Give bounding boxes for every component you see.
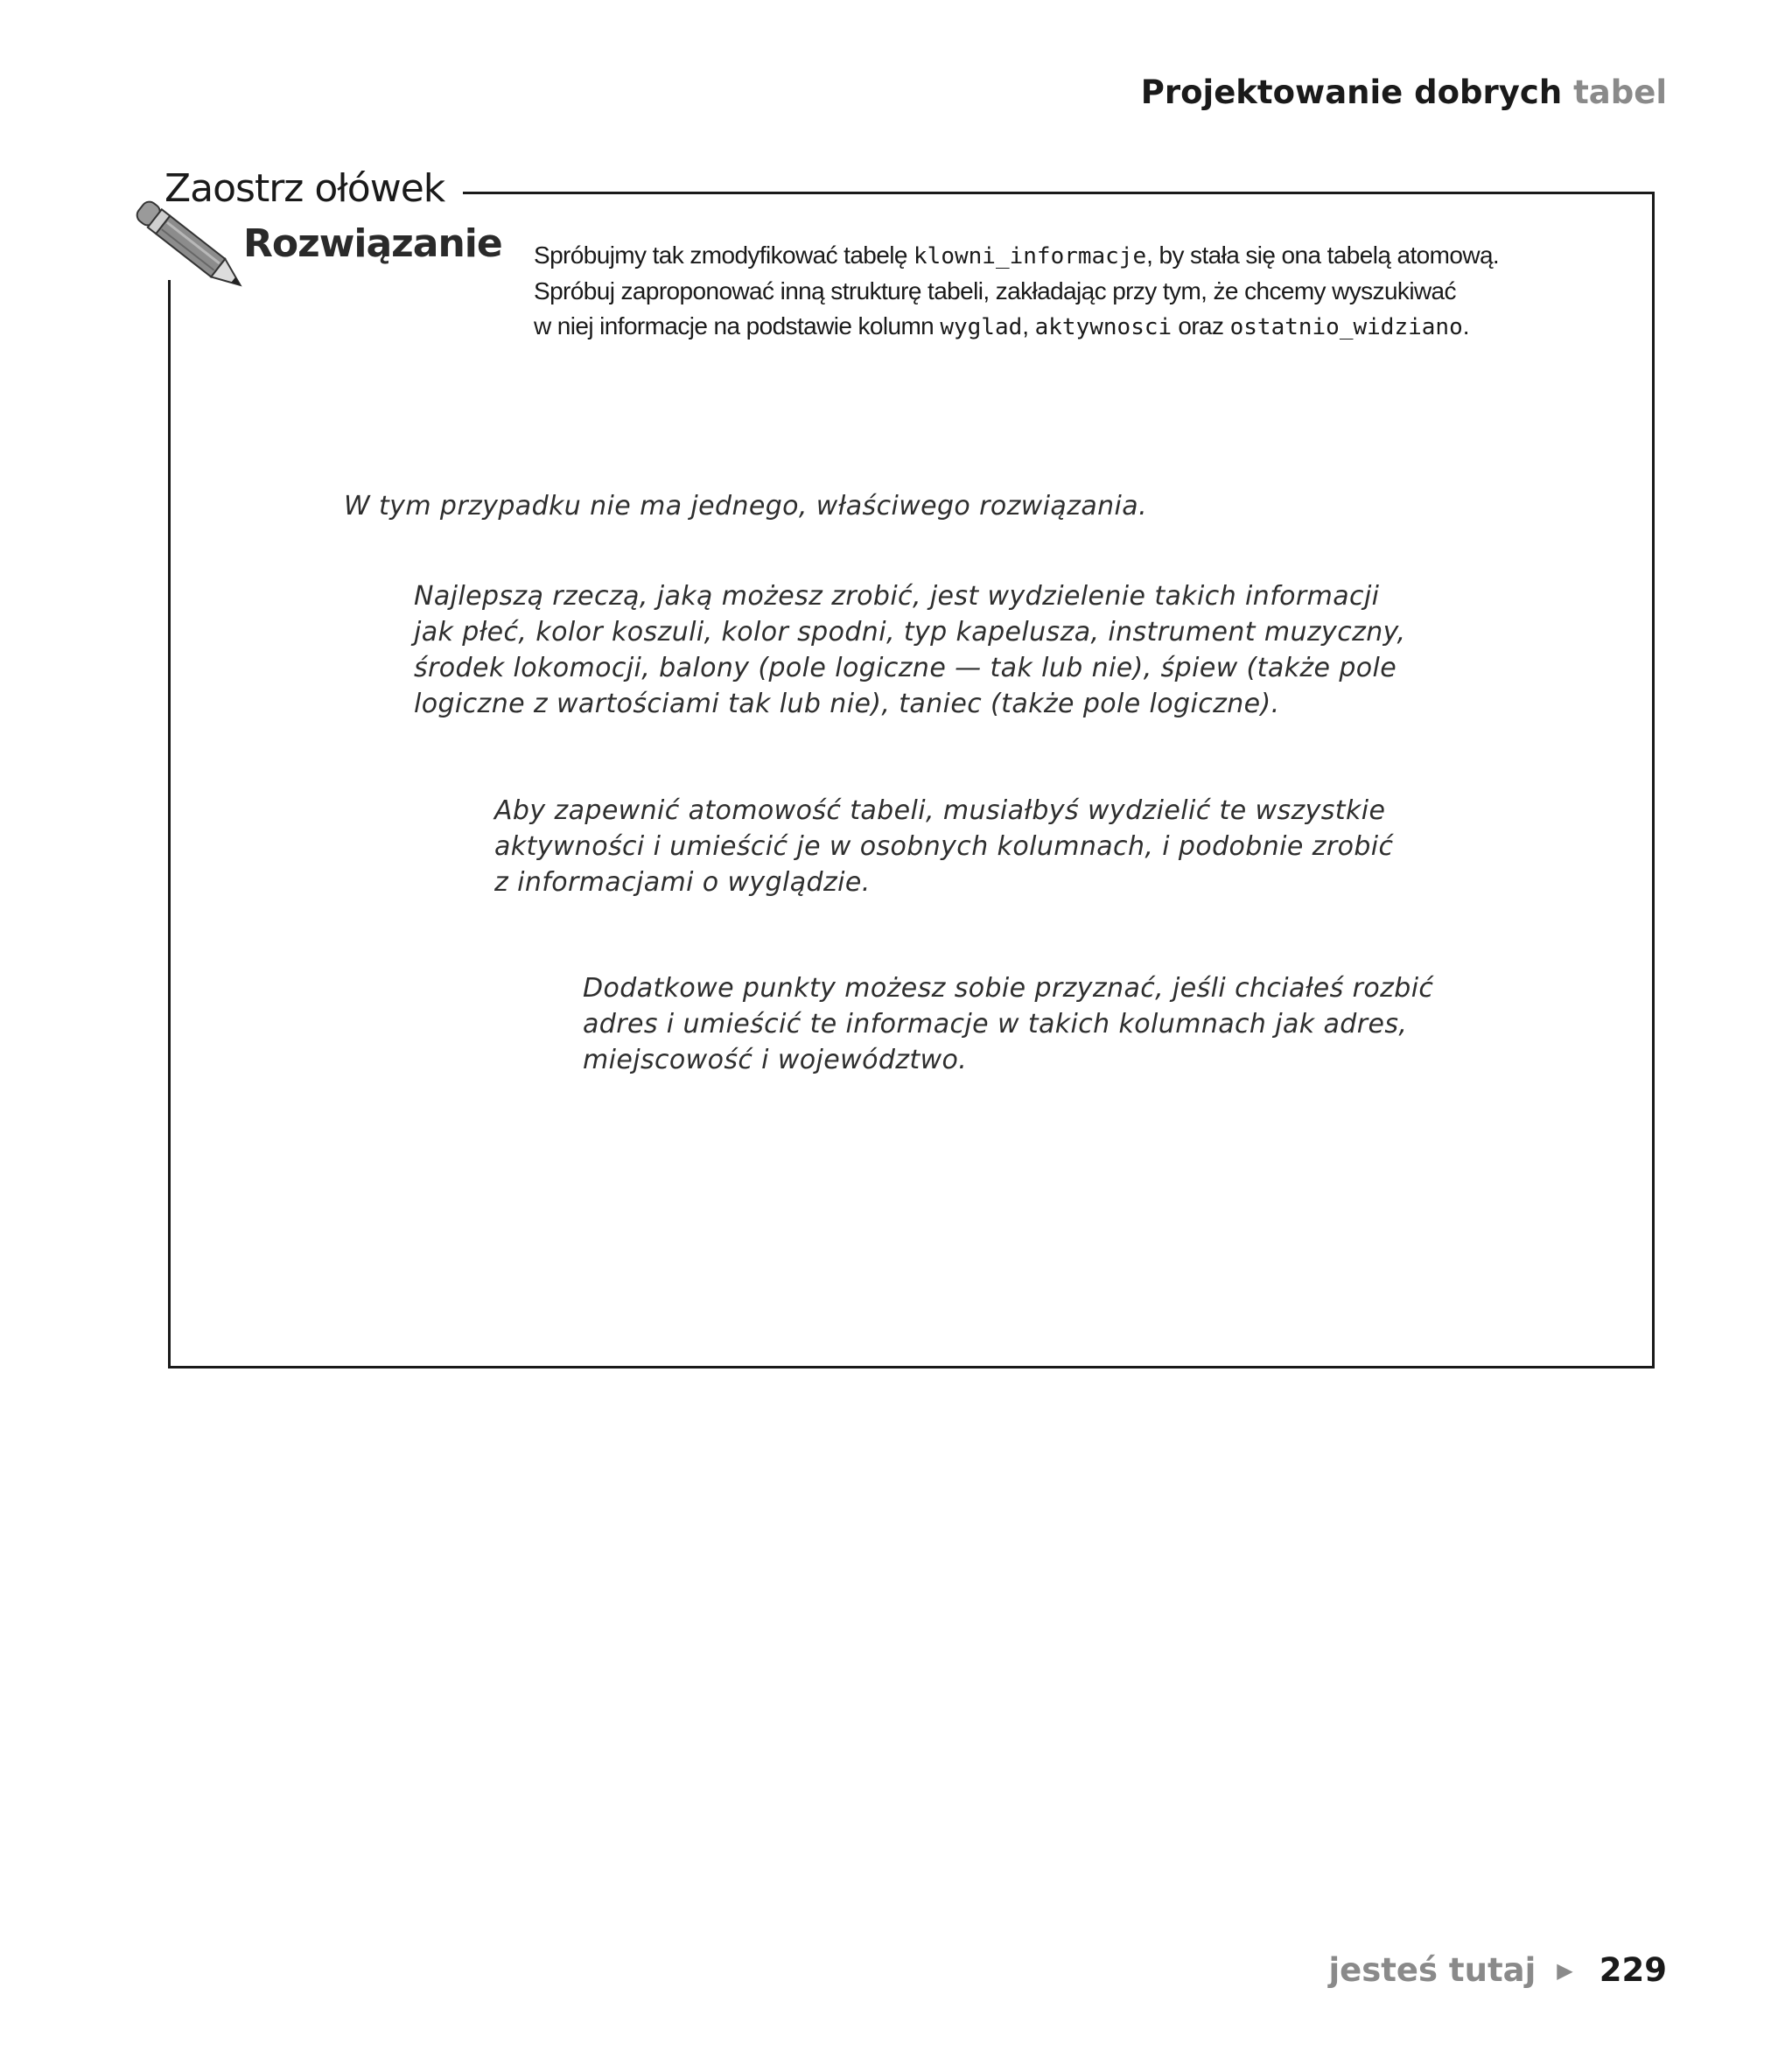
instruction-text: , by stała się ona tabelą atomową. — [1146, 242, 1500, 269]
header-title-bold: Projektowanie dobrych — [1140, 74, 1563, 111]
instruction-code: ostatnio_widziano — [1229, 314, 1463, 340]
arrow-right-icon: ▶ — [1557, 1957, 1573, 1983]
exercise-instructions — [534, 238, 1636, 345]
solution-line: środek lokomocji, balony (pole logiczne — tak lub nie), śpiew (także pole — [414, 653, 1397, 683]
instruction-line: Spróbuj zaproponować inną strukturę tabeli, zakładając przy tym, że chcemy wyszukiwać — [534, 277, 1456, 304]
solution-paragraph-2 — [414, 578, 1405, 722]
instruction-text: , — [1022, 312, 1035, 340]
solution-line: adres i umieścić te informacje w takich kolumnach jak adres, — [583, 1009, 1408, 1040]
instruction-text: Spróbujmy tak zmodyfikować tabelę — [534, 242, 914, 269]
solution-line: logiczne z wartościami tak lub nie), taniec (także pole logiczne). — [414, 689, 1280, 719]
solution-line: z informacjami o wyglądzie. — [494, 867, 871, 898]
exercise-subheading: Rozwiązanie — [243, 221, 502, 266]
exercise-box — [168, 192, 1655, 1368]
instruction-line — [534, 309, 1636, 345]
solution-paragraph-3 — [494, 793, 1393, 900]
exercise-heading: Zaostrz ołówek — [164, 166, 445, 211]
solution-paragraph-4 — [583, 970, 1433, 1078]
instruction-code: aktywnosci — [1034, 314, 1172, 340]
solution-line: Najlepszą rzeczą, jaką możesz zrobić, jest wydzielenie takich informacji — [414, 581, 1380, 612]
instruction-code: klowni_informacje — [914, 243, 1147, 270]
instruction-line — [534, 238, 1636, 274]
solution-line: Aby zapewnić atomowość tabeli, musiałbyś wydzielić te wszystkie — [494, 795, 1386, 826]
solution-line: jak płeć, kolor koszuli, kolor spodni, typ kapelusza, instrument muzyczny, — [414, 617, 1406, 648]
solution-line: Dodatkowe punkty możesz sobie przyznać, jeśli chciałeś rozbić — [583, 973, 1434, 1004]
page-footer — [1328, 1951, 1667, 1989]
solution-line: miejscowość i województwo. — [583, 1045, 968, 1075]
solution-line: aktywności i umieścić je w osobnych kolumnach, i podobnie zrobić — [494, 831, 1394, 862]
footer-text: jesteś tutaj — [1328, 1951, 1536, 1989]
solution-paragraph-1 — [344, 488, 1147, 524]
instruction-text: w niej informacje na podstawie kolumn — [534, 312, 941, 340]
instruction-text: . — [1462, 312, 1469, 340]
instruction-code: wyglad — [940, 314, 1023, 340]
solution-line: W tym przypadku nie ma jednego, właściwego rozwiązania. — [344, 491, 1148, 522]
header-title-muted: tabel — [1573, 74, 1667, 111]
instruction-text: oraz — [1172, 312, 1230, 340]
page-number: 229 — [1599, 1951, 1667, 1989]
running-header — [1141, 74, 1667, 111]
